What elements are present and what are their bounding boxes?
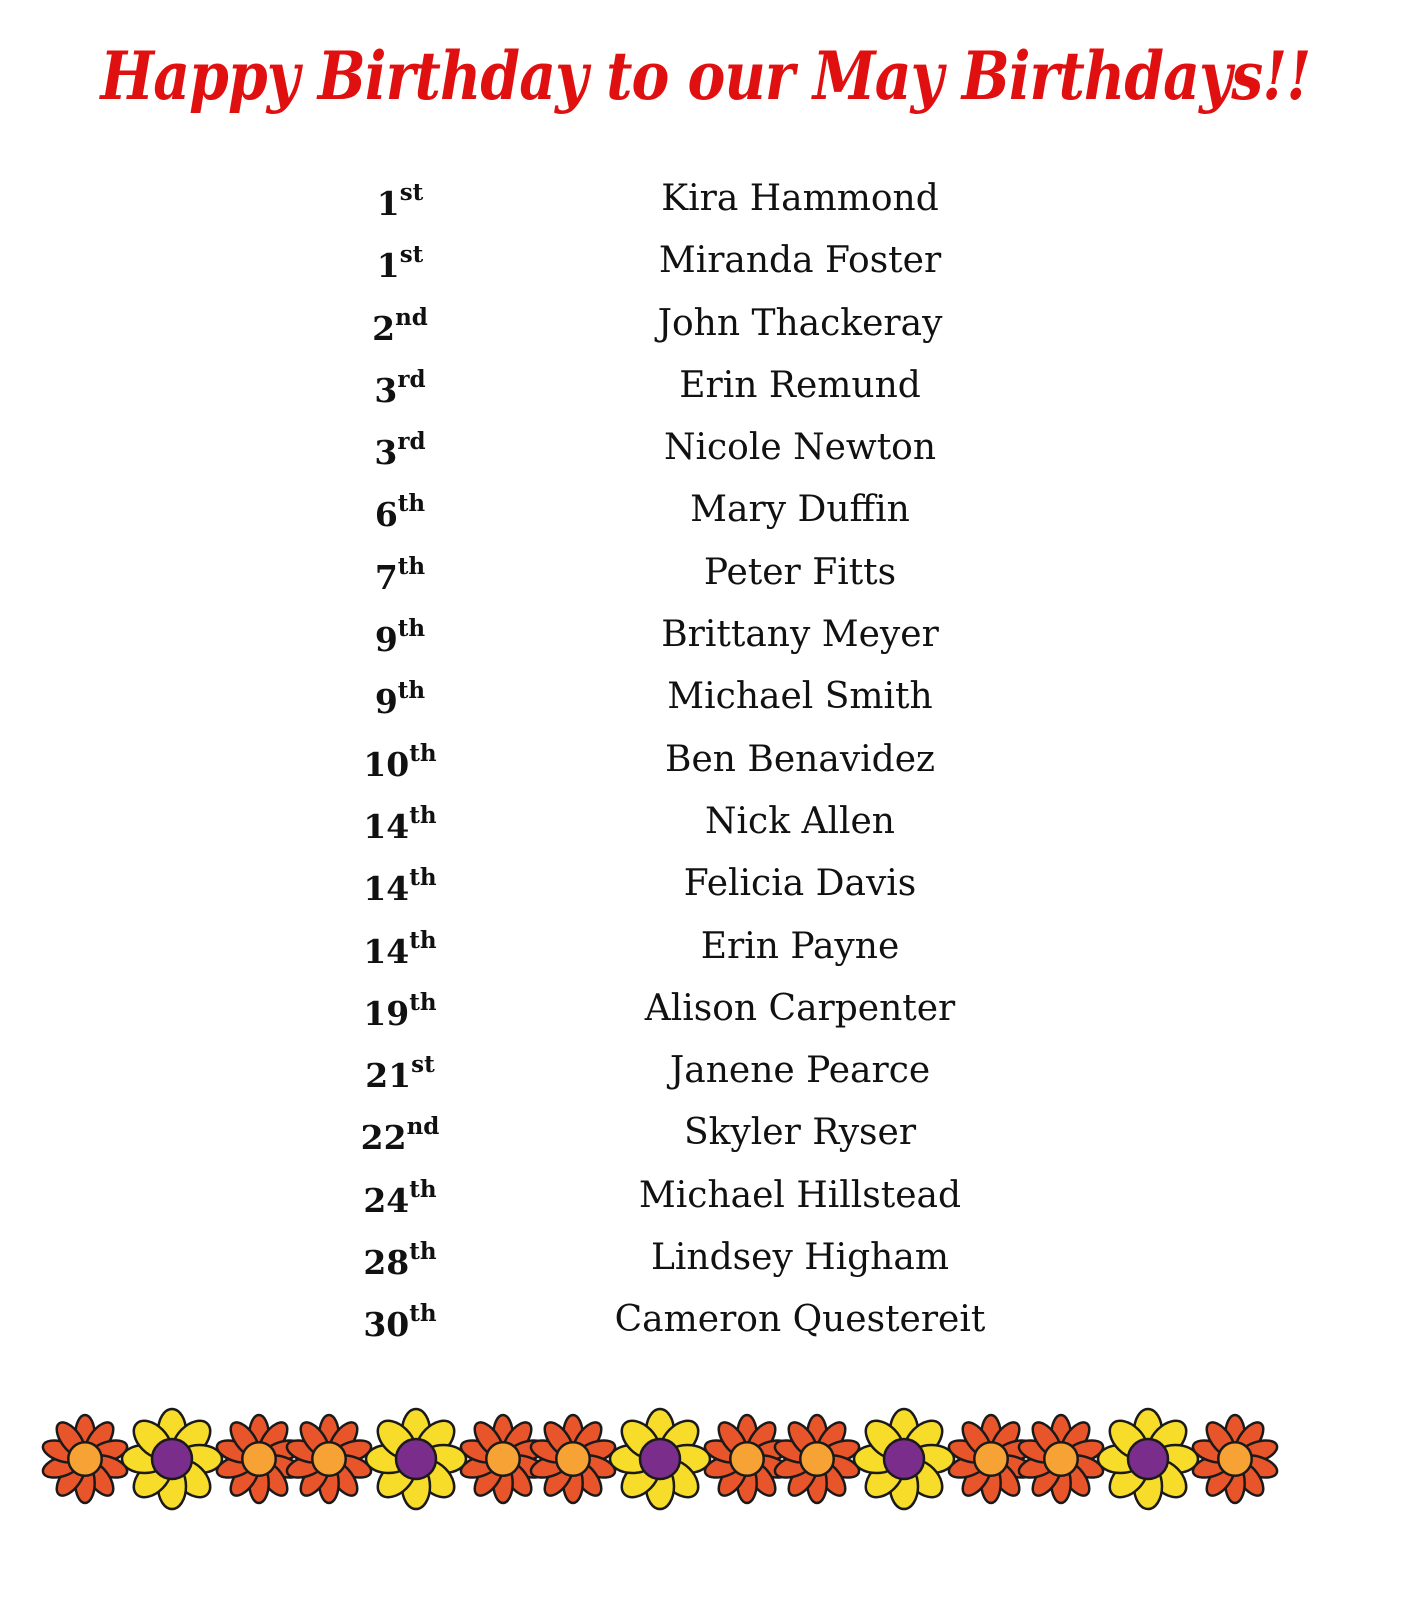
birthday-date (300, 1238, 500, 1283)
date-number: 9 (374, 682, 398, 722)
date-number: 30 (363, 1305, 410, 1345)
birthday-date (300, 365, 500, 410)
date-number: 1 (376, 246, 400, 286)
orange-flower-icon (284, 1415, 374, 1503)
date-number: 19 (363, 993, 410, 1033)
birthday-date (300, 241, 500, 286)
date-suffix: th (397, 677, 426, 705)
birthday-date (300, 552, 500, 597)
orange-flower-icon (528, 1415, 618, 1503)
date-suffix: rd (397, 365, 426, 393)
birthday-date (300, 926, 500, 971)
birthday-row (0, 1229, 1411, 1291)
date-suffix: th (397, 615, 426, 643)
birthday-row (0, 232, 1411, 294)
date-suffix: st (411, 1051, 435, 1079)
orange-flower-icon (702, 1415, 792, 1503)
birthday-name: Felicia Davis (683, 863, 917, 905)
flower-border (40, 1405, 1380, 1515)
birthday-name: Kira Hammond (661, 178, 939, 219)
birthday-name: Michael Hillstead (638, 1174, 962, 1216)
date-number: 6 (374, 495, 398, 535)
date-suffix: nd (395, 303, 428, 331)
date-number: 14 (363, 806, 410, 846)
birthday-row (0, 295, 1411, 357)
date-suffix: rd (397, 428, 426, 456)
birthday-date (300, 739, 500, 784)
birthday-name: Brittany Meyer (661, 614, 939, 656)
date-suffix: st (399, 179, 424, 206)
birthday-row (0, 668, 1411, 730)
date-suffix: th (409, 1238, 437, 1266)
date-suffix: th (409, 1300, 437, 1328)
date-number: 22 (360, 1118, 407, 1158)
birthday-date (300, 428, 500, 473)
birthday-row (0, 606, 1411, 668)
birthday-name: Ben Benavidez (665, 738, 935, 780)
birthday-row (0, 793, 1411, 855)
birthday-name: Skyler Ryser (683, 1112, 917, 1154)
date-number: 2 (372, 308, 396, 348)
yellow-flower-icon (854, 1409, 954, 1509)
birthday-date (300, 179, 500, 223)
birthday-row (0, 357, 1411, 419)
birthday-row (0, 918, 1411, 980)
date-number: 7 (374, 557, 398, 597)
date-number: 24 (363, 1180, 410, 1220)
birthday-name: Nicole Newton (663, 427, 937, 469)
birthday-row (0, 419, 1411, 481)
orange-flower-icon (214, 1415, 304, 1503)
birthday-name: Erin Payne (700, 925, 900, 967)
date-suffix: th (409, 739, 437, 767)
birthday-date (300, 1113, 500, 1158)
date-number: 21 (365, 1056, 412, 1096)
birthday-row (0, 1167, 1411, 1229)
birthday-row (0, 481, 1411, 543)
date-number: 9 (374, 620, 398, 660)
birthday-date (300, 1300, 500, 1345)
date-suffix: th (409, 926, 437, 954)
birthday-name: Alison Carpenter (644, 987, 956, 1029)
yellow-flower-icon (1098, 1409, 1198, 1509)
birthday-name: Janene Pearce (669, 1050, 931, 1092)
birthday-row (0, 1042, 1411, 1104)
birthday-row (0, 855, 1411, 917)
date-number: 3 (374, 370, 398, 410)
birthday-date (300, 490, 500, 535)
date-number: 1 (376, 184, 400, 223)
yellow-flower-icon (366, 1409, 466, 1509)
birthday-date (300, 988, 500, 1033)
date-number: 14 (363, 931, 410, 971)
page-title: Happy Birthday to our May Birthdays!! (100, 37, 1311, 115)
birthday-name: Erin Remund (679, 364, 921, 406)
birthday-date (300, 1175, 500, 1220)
birthday-name: John Thackeray (657, 302, 943, 344)
birthday-name: Peter Fitts (703, 551, 897, 593)
date-suffix: nd (406, 1113, 440, 1141)
birthday-name: Miranda Foster (658, 240, 942, 282)
birthday-name: Nick Allen (705, 800, 895, 842)
orange-flower-icon (772, 1415, 862, 1503)
birthday-row (0, 1104, 1411, 1166)
birthday-date (300, 801, 500, 846)
birthday-date (300, 303, 500, 348)
birthday-name: Michael Smith (667, 676, 933, 718)
date-number: 3 (374, 433, 398, 473)
birthday-row (0, 980, 1411, 1042)
birthday-name: Lindsey Higham (651, 1237, 949, 1279)
date-suffix: th (397, 490, 426, 518)
orange-flower-icon (40, 1415, 130, 1503)
date-suffix: th (397, 552, 426, 580)
orange-flower-icon (946, 1415, 1036, 1503)
date-suffix: th (409, 801, 437, 829)
date-suffix: th (409, 1175, 437, 1203)
birthday-date (300, 615, 500, 660)
yellow-flower-icon (122, 1409, 222, 1509)
birthday-row (0, 731, 1411, 793)
date-number: 28 (363, 1243, 410, 1283)
date-suffix: st (399, 241, 424, 269)
orange-flower-icon (458, 1415, 548, 1503)
date-number: 14 (363, 869, 410, 909)
birthday-list (0, 170, 1411, 1354)
birthday-date (300, 864, 500, 909)
orange-flower-icon (1016, 1415, 1106, 1503)
yellow-flower-icon (610, 1409, 710, 1509)
orange-flower-icon (1190, 1415, 1280, 1503)
birthday-date (300, 677, 500, 722)
birthday-date (300, 1051, 500, 1096)
birthday-row (0, 1291, 1411, 1353)
birthday-name: Mary Duffin (690, 489, 910, 531)
date-number: 10 (363, 744, 410, 784)
date-suffix: th (409, 864, 437, 892)
birthday-row (0, 544, 1411, 606)
birthday-name: Cameron Questereit (614, 1299, 986, 1341)
birthday-row (0, 170, 1411, 232)
date-suffix: th (409, 988, 437, 1016)
